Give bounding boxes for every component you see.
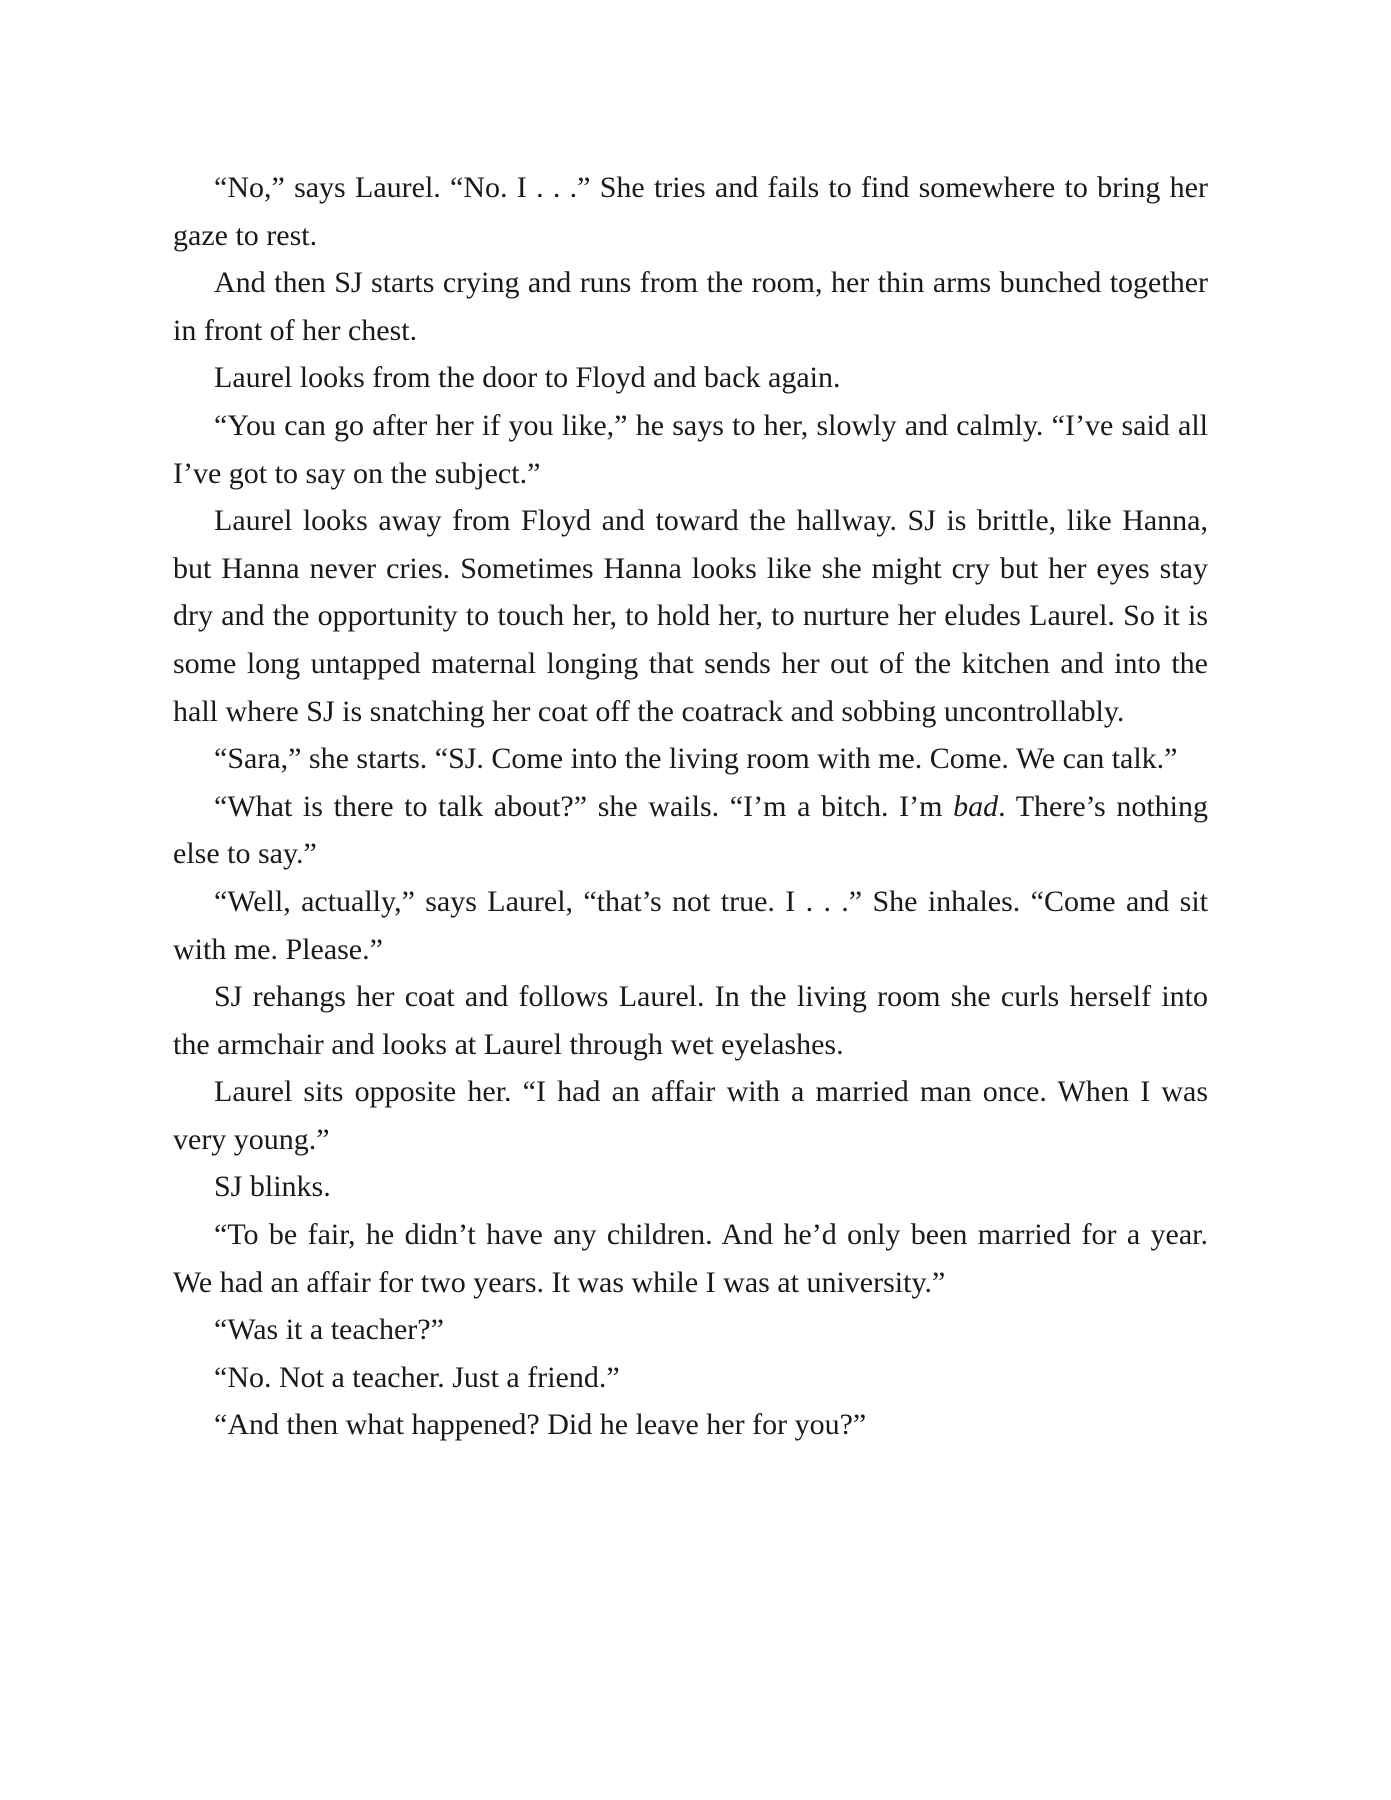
- book-page: [173, 164, 1208, 1449]
- paragraph: “No,” says Laurel. “No. I . . .” She tries and fails to find somewhere to bring her gaze to rest.: [173, 171, 1208, 252]
- paragraph: “No. Not a teacher. Just a friend.”: [214, 1360, 620, 1394]
- paragraph: SJ rehangs her coat and follows Laurel. In the living room she curls herself into the armchair and looks at Laurel through wet eyelashes.: [173, 980, 1208, 1061]
- emphasized-word: bad: [953, 789, 999, 823]
- paragraph: “Sara,” she starts. “SJ. Come into the living room with me. Come. We can talk.”: [214, 742, 1178, 776]
- paragraph: Laurel sits opposite her. “I had an affair with a married man once. When I was very young.”: [173, 1075, 1208, 1156]
- paragraph: “Was it a teacher?”: [214, 1313, 444, 1347]
- paragraph: Laurel looks away from Floyd and toward the hallway. SJ is brittle, like Hanna, but Hanna never cries. Sometimes Hanna looks like she might cry but her eyes stay dry and the opportunity to touch her, to hold her, to nurture her eludes Laurel. So it is some long untapped maternal longing that sends her out of the kitchen and into the hall where SJ is snatching her coat off the coatrack and sobbing uncontrollably.: [173, 504, 1208, 728]
- paragraph: And then SJ starts crying and runs from the room, her thin arms bunched together in front of her chest.: [173, 266, 1208, 347]
- paragraph: [173, 783, 1208, 878]
- paragraph: “And then what happened? Did he leave her for you?”: [214, 1408, 867, 1442]
- paragraph: Laurel looks from the door to Floyd and back again.: [214, 361, 841, 395]
- paragraph: “Well, actually,” says Laurel, “that’s not true. I . . .” She inhales. “Come and sit with me. Please.”: [173, 884, 1208, 966]
- paragraph-text: “What is there to talk about?” she wails. “I’m a bitch. I’m: [214, 789, 954, 823]
- paragraph: “To be fair, he didn’t have any children. And he’d only been married for a year. We had an affair for two years. It was while I was at university.”: [173, 1218, 1208, 1299]
- paragraph-text: . There’s nothing else to say.”: [173, 789, 1208, 871]
- paragraph: “You can go after her if you like,” he says to her, slowly and calmly. “I’ve said all I’ve got to say on the subject.”: [173, 408, 1208, 490]
- paragraph: SJ blinks.: [214, 1170, 331, 1204]
